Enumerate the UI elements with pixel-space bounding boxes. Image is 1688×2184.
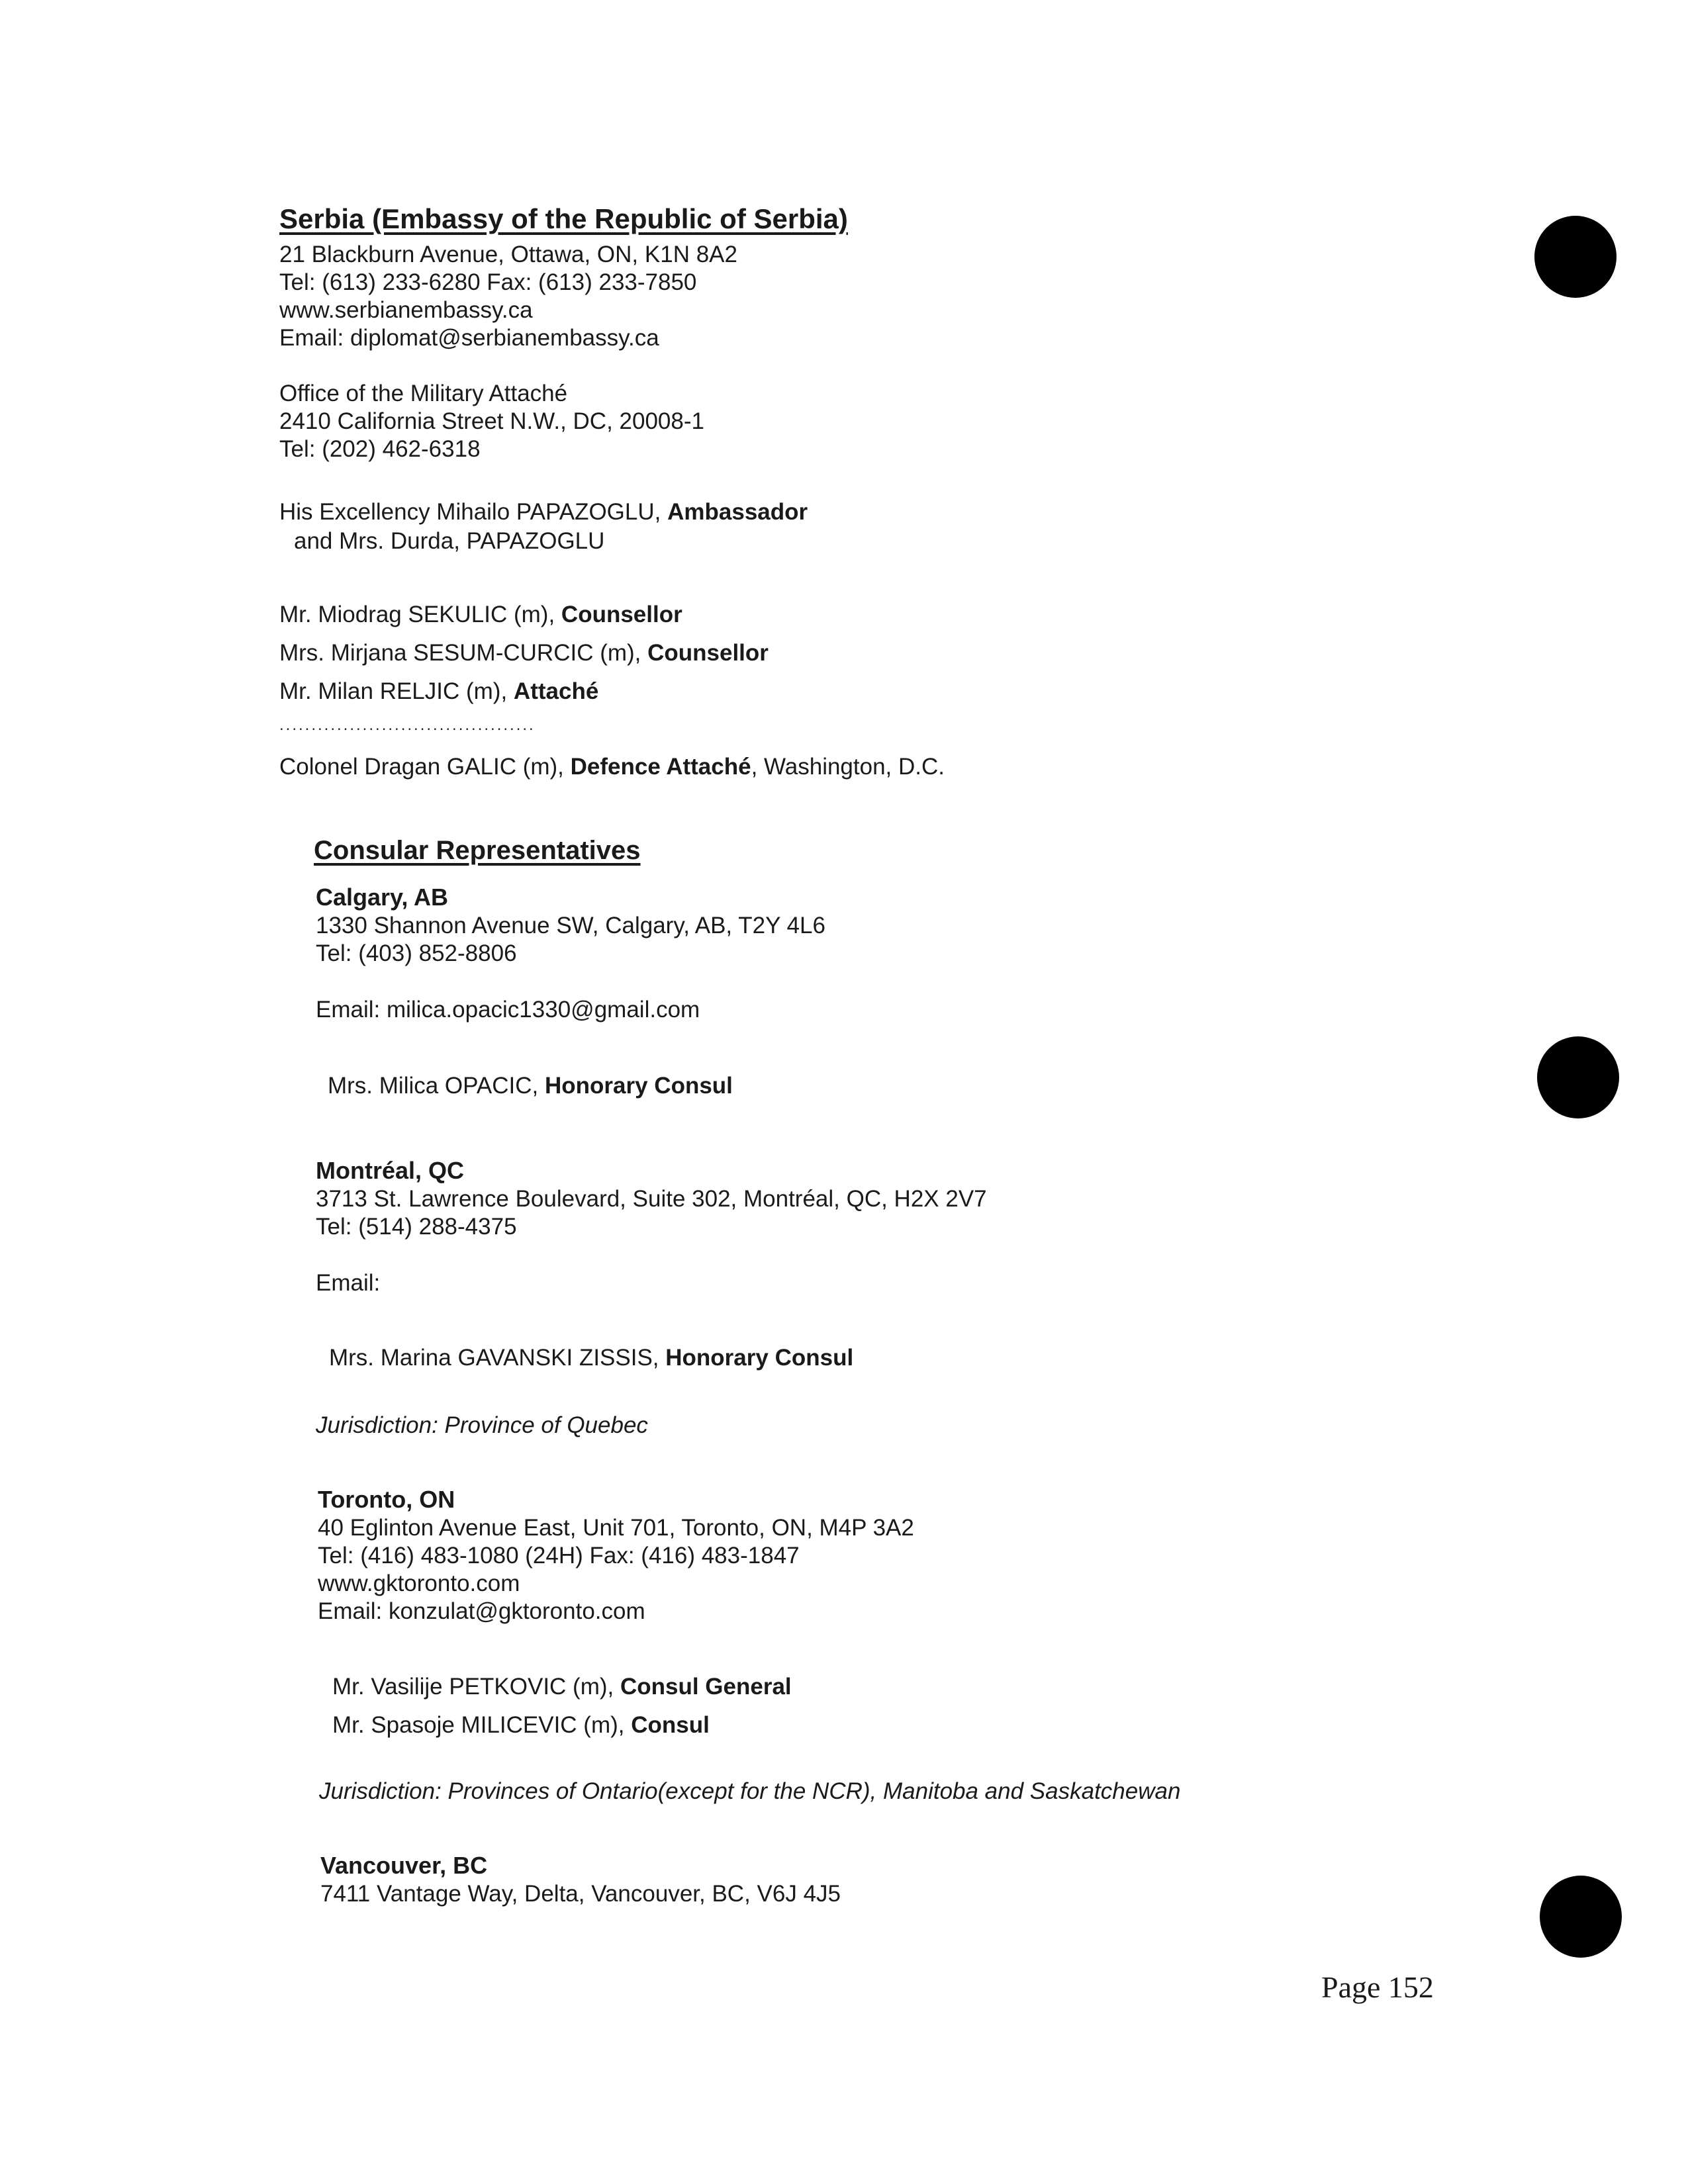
consular-heading: Consular Representatives — [314, 836, 641, 865]
staff-row — [279, 601, 682, 629]
binder-hole — [1537, 1036, 1619, 1118]
toronto-city: Toronto, ON — [318, 1486, 455, 1513]
toronto-person — [332, 1711, 710, 1739]
toronto-jurisdiction — [319, 1778, 1180, 1805]
montreal-person — [329, 1344, 853, 1372]
toronto-person-role: Consul — [631, 1712, 710, 1738]
montreal-person-role: Honorary Consul — [665, 1345, 854, 1371]
calgary-person-name: Mrs. Milica OPACIC, — [328, 1073, 545, 1099]
staff-name: Mr. Miodrag SEKULIC (m), — [279, 602, 561, 627]
staff-name: Mr. Milan RELJIC (m), — [279, 678, 514, 704]
vancouver-city: Vancouver, BC — [320, 1852, 488, 1879]
staff-role: Counsellor — [561, 602, 682, 627]
montreal-tel: Tel: (514) 288-4375 — [316, 1214, 517, 1240]
ambassador-line — [279, 498, 808, 526]
defence-attache-line — [279, 753, 945, 781]
montreal-city: Montréal, QC — [316, 1157, 465, 1184]
toronto-website: www.gktoronto.com — [318, 1570, 520, 1596]
montreal-jurisdiction-text: Jurisdiction: Province of Quebec — [316, 1412, 648, 1438]
montreal-jurisdiction — [316, 1412, 648, 1439]
embassy-heading: Serbia (Embassy of the Republic of Serbia) — [279, 203, 848, 234]
staff-row — [279, 639, 769, 667]
defence-name: Colonel Dragan GALIC (m), — [279, 754, 571, 780]
calgary-address: 1330 Shannon Avenue SW, Calgary, AB, T2Y 4L6 — [316, 913, 825, 938]
calgary-tel: Tel: (403) 852-8806 — [316, 940, 517, 966]
toronto-email: Email: konzulat@gktoronto.com — [318, 1598, 645, 1624]
toronto-address: 40 Eglinton Avenue East, Unit 701, Toronto, ON, M4P 3A2 — [318, 1515, 914, 1541]
ambassador-spouse: and Mrs. Durda, PAPAZOGLU — [294, 528, 605, 554]
military-office-address: 2410 California Street N.W., DC, 20008-1 — [279, 408, 704, 434]
toronto-person-role: Consul General — [620, 1674, 792, 1700]
montreal-email: Email: — [316, 1270, 381, 1296]
defence-location: , Washington, D.C. — [751, 754, 945, 780]
binder-hole — [1534, 216, 1617, 298]
calgary-person-role: Honorary Consul — [544, 1073, 733, 1099]
ambassador-role: Ambassador — [667, 499, 808, 525]
military-office-tel: Tel: (202) 462-6318 — [279, 436, 481, 462]
calgary-email: Email: milica.opacic1330@gmail.com — [316, 997, 700, 1023]
military-office-title: Office of the Military Attaché — [279, 381, 568, 406]
embassy-email: Email: diplomat@serbianembassy.ca — [279, 325, 659, 351]
montreal-person-name: Mrs. Marina GAVANSKI ZISSIS, — [329, 1345, 666, 1371]
embassy-website: www.serbianembassy.ca — [279, 297, 533, 323]
embassy-tel-fax: Tel: (613) 233-6280 Fax: (613) 233-7850 — [279, 269, 697, 295]
toronto-jurisdiction-text: Jurisdiction: Provinces of Ontario(except for the NCR), Manitoba and Saskatchewan — [319, 1778, 1181, 1804]
defence-role: Defence Attaché — [570, 754, 751, 780]
calgary-city: Calgary, AB — [316, 884, 449, 911]
toronto-person — [332, 1673, 792, 1701]
staff-name: Mrs. Mirjana SESUM-CURCIC (m), — [279, 640, 648, 666]
dotted-separator: ........................................ — [279, 716, 536, 734]
binder-hole — [1540, 1876, 1622, 1958]
montreal-address: 3713 St. Lawrence Boulevard, Suite 302, Montréal, QC, H2X 2V7 — [316, 1186, 987, 1212]
page-number: Page 152 — [1321, 1970, 1434, 2004]
staff-role: Counsellor — [647, 640, 769, 666]
toronto-person-name: Mr. Spasoje MILICEVIC (m), — [332, 1712, 632, 1738]
staff-row — [279, 678, 598, 705]
calgary-person — [328, 1072, 733, 1100]
toronto-tel-fax: Tel: (416) 483-1080 (24H) Fax: (416) 483-1847 — [318, 1543, 800, 1569]
vancouver-address: 7411 Vantage Way, Delta, Vancouver, BC, V6J 4J5 — [320, 1881, 841, 1907]
toronto-person-name: Mr. Vasilije PETKOVIC (m), — [332, 1674, 620, 1700]
embassy-address: 21 Blackburn Avenue, Ottawa, ON, K1N 8A2 — [279, 242, 737, 267]
ambassador-name: His Excellency Mihailo PAPAZOGLU, — [279, 499, 668, 525]
staff-role: Attaché — [513, 678, 599, 704]
